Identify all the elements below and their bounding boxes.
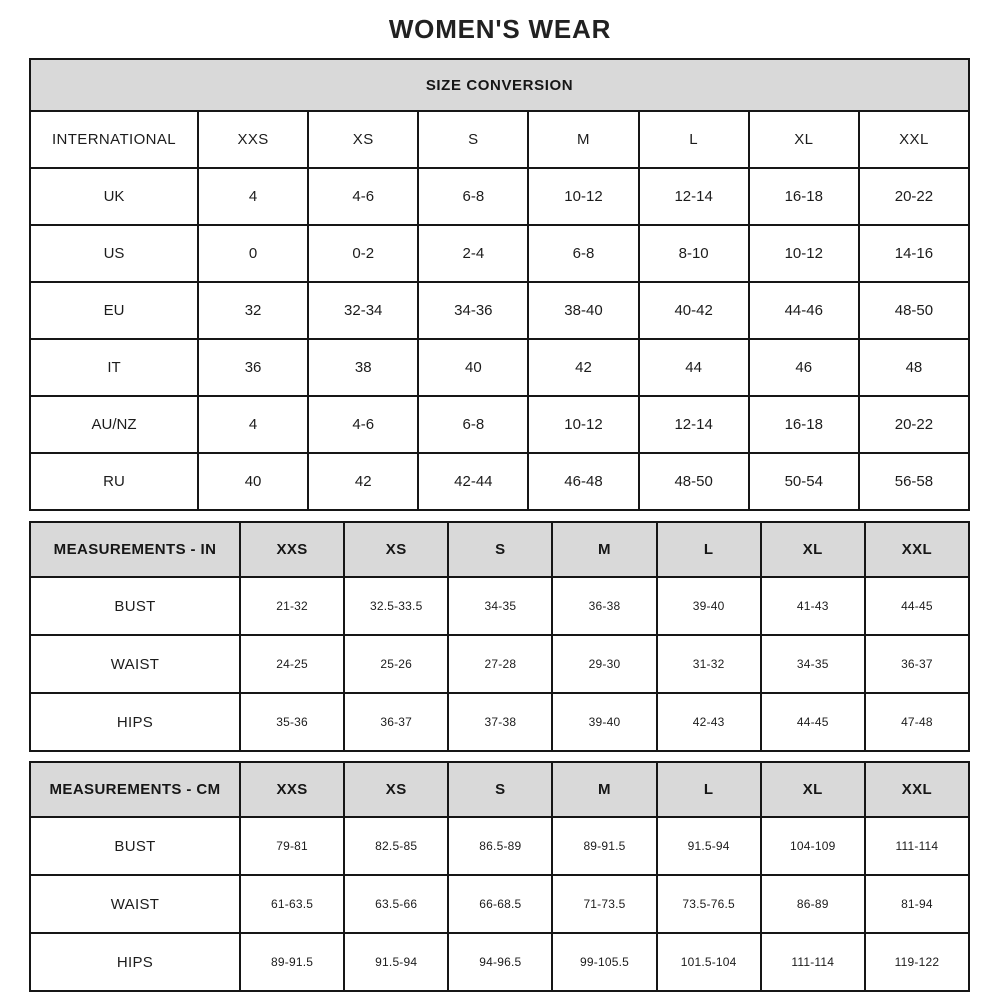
value-cell: 31-32 bbox=[657, 635, 761, 693]
column-header-row bbox=[30, 762, 969, 817]
value-cell: 42-44 bbox=[418, 453, 528, 510]
value-cell: 20-22 bbox=[859, 168, 969, 225]
value-cell: 56-58 bbox=[859, 453, 969, 510]
table-row bbox=[30, 933, 969, 991]
page-title: WOMEN'S WEAR bbox=[388, 14, 612, 44]
value-cell: 104-109 bbox=[761, 817, 865, 875]
value-cell: 25-26 bbox=[344, 635, 448, 693]
value-cell: 71-73.5 bbox=[552, 875, 656, 933]
table-title-cell: MEASUREMENTS - CM bbox=[30, 762, 240, 817]
value-cell: 39-40 bbox=[552, 693, 656, 751]
column-header: S bbox=[448, 522, 552, 577]
row-label: BUST bbox=[30, 577, 240, 635]
column-header: XS bbox=[344, 762, 448, 817]
table-title-cell: MEASUREMENTS - IN bbox=[30, 522, 240, 577]
banner-row bbox=[30, 59, 969, 111]
value-cell: 32 bbox=[198, 282, 308, 339]
value-cell: 119-122 bbox=[865, 933, 969, 991]
value-cell: 94-96.5 bbox=[448, 933, 552, 991]
column-header: S bbox=[418, 111, 528, 168]
value-cell: 44-45 bbox=[865, 577, 969, 635]
measurements-cm-table bbox=[29, 761, 970, 992]
table-banner: SIZE CONVERSION bbox=[30, 59, 969, 111]
value-cell: 86.5-89 bbox=[448, 817, 552, 875]
row-label: HIPS bbox=[30, 933, 240, 991]
row-label: WAIST bbox=[30, 875, 240, 933]
value-cell: 44-46 bbox=[749, 282, 859, 339]
value-cell: 2-4 bbox=[418, 225, 528, 282]
column-header: XXS bbox=[240, 522, 344, 577]
value-cell: 35-36 bbox=[240, 693, 344, 751]
value-cell: 50-54 bbox=[749, 453, 859, 510]
value-cell: 32-34 bbox=[308, 282, 418, 339]
value-cell: 38-40 bbox=[528, 282, 638, 339]
row-label: RU bbox=[30, 453, 198, 510]
value-cell: 0-2 bbox=[308, 225, 418, 282]
value-cell: 0 bbox=[198, 225, 308, 282]
column-header: M bbox=[528, 111, 638, 168]
table-row bbox=[30, 817, 969, 875]
value-cell: 6-8 bbox=[418, 168, 528, 225]
value-cell: 86-89 bbox=[761, 875, 865, 933]
value-cell: 34-36 bbox=[418, 282, 528, 339]
value-cell: 4 bbox=[198, 168, 308, 225]
column-header: M bbox=[552, 522, 656, 577]
table-row bbox=[30, 396, 969, 453]
value-cell: 42 bbox=[308, 453, 418, 510]
value-cell: 6-8 bbox=[418, 396, 528, 453]
value-cell: 40-42 bbox=[639, 282, 749, 339]
table-row bbox=[30, 339, 969, 396]
value-cell: 91.5-94 bbox=[657, 817, 761, 875]
value-cell: 12-14 bbox=[639, 168, 749, 225]
value-cell: 111-114 bbox=[761, 933, 865, 991]
value-cell: 82.5-85 bbox=[344, 817, 448, 875]
column-header: L bbox=[657, 762, 761, 817]
column-header: XXL bbox=[865, 762, 969, 817]
value-cell: 34-35 bbox=[761, 635, 865, 693]
value-cell: 27-28 bbox=[448, 635, 552, 693]
value-cell: 47-48 bbox=[865, 693, 969, 751]
value-cell: 89-91.5 bbox=[552, 817, 656, 875]
value-cell: 36-38 bbox=[552, 577, 656, 635]
column-header: XS bbox=[344, 522, 448, 577]
value-cell: 73.5-76.5 bbox=[657, 875, 761, 933]
size-conversion-table bbox=[29, 58, 970, 511]
value-cell: 21-32 bbox=[240, 577, 344, 635]
value-cell: 34-35 bbox=[448, 577, 552, 635]
value-cell: 36-37 bbox=[865, 635, 969, 693]
value-cell: 81-94 bbox=[865, 875, 969, 933]
table-row bbox=[30, 282, 969, 339]
column-header: S bbox=[448, 762, 552, 817]
column-header: XXS bbox=[198, 111, 308, 168]
value-cell: 29-30 bbox=[552, 635, 656, 693]
row-label: US bbox=[30, 225, 198, 282]
table-row bbox=[30, 168, 969, 225]
value-cell: 16-18 bbox=[749, 168, 859, 225]
column-header: XL bbox=[749, 111, 859, 168]
value-cell: 63.5-66 bbox=[344, 875, 448, 933]
column-header: XXS bbox=[240, 762, 344, 817]
table-row bbox=[30, 693, 969, 751]
value-cell: 14-16 bbox=[859, 225, 969, 282]
value-cell: 79-81 bbox=[240, 817, 344, 875]
value-cell: 89-91.5 bbox=[240, 933, 344, 991]
column-header: XS bbox=[308, 111, 418, 168]
value-cell: 48-50 bbox=[859, 282, 969, 339]
value-cell: 6-8 bbox=[528, 225, 638, 282]
value-cell: 20-22 bbox=[859, 396, 969, 453]
row-label: EU bbox=[30, 282, 198, 339]
value-cell: 4 bbox=[198, 396, 308, 453]
value-cell: 46 bbox=[749, 339, 859, 396]
column-header: L bbox=[639, 111, 749, 168]
row-label: AU/NZ bbox=[30, 396, 198, 453]
value-cell: 40 bbox=[418, 339, 528, 396]
table-row bbox=[30, 875, 969, 933]
value-cell: 38 bbox=[308, 339, 418, 396]
value-cell: 4-6 bbox=[308, 168, 418, 225]
column-header: M bbox=[552, 762, 656, 817]
row-label: BUST bbox=[30, 817, 240, 875]
value-cell: 37-38 bbox=[448, 693, 552, 751]
value-cell: 66-68.5 bbox=[448, 875, 552, 933]
value-cell: 16-18 bbox=[749, 396, 859, 453]
value-cell: 44-45 bbox=[761, 693, 865, 751]
column-header: XXL bbox=[859, 111, 969, 168]
value-cell: 12-14 bbox=[639, 396, 749, 453]
value-cell: 91.5-94 bbox=[344, 933, 448, 991]
value-cell: 10-12 bbox=[528, 396, 638, 453]
tables-area bbox=[0, 45, 1000, 992]
value-cell: 40 bbox=[198, 453, 308, 510]
row-label: IT bbox=[30, 339, 198, 396]
value-cell: 101.5-104 bbox=[657, 933, 761, 991]
table-row bbox=[30, 225, 969, 282]
value-cell: 42-43 bbox=[657, 693, 761, 751]
column-header: L bbox=[657, 522, 761, 577]
column-header: XXL bbox=[865, 522, 969, 577]
value-cell: 46-48 bbox=[528, 453, 638, 510]
column-header: XL bbox=[761, 522, 865, 577]
value-cell: 48 bbox=[859, 339, 969, 396]
value-cell: 32.5-33.5 bbox=[344, 577, 448, 635]
value-cell: 36-37 bbox=[344, 693, 448, 751]
value-cell: 10-12 bbox=[749, 225, 859, 282]
value-cell: 99-105.5 bbox=[552, 933, 656, 991]
value-cell: 4-6 bbox=[308, 396, 418, 453]
value-cell: 48-50 bbox=[639, 453, 749, 510]
table-row bbox=[30, 577, 969, 635]
column-header: XL bbox=[761, 762, 865, 817]
row-label: WAIST bbox=[30, 635, 240, 693]
column-header-row bbox=[30, 522, 969, 577]
row-label: HIPS bbox=[30, 693, 240, 751]
table-row bbox=[30, 635, 969, 693]
column-header-row bbox=[30, 111, 969, 168]
value-cell: 44 bbox=[639, 339, 749, 396]
value-cell: 24-25 bbox=[240, 635, 344, 693]
value-cell: 61-63.5 bbox=[240, 875, 344, 933]
value-cell: 10-12 bbox=[528, 168, 638, 225]
value-cell: 42 bbox=[528, 339, 638, 396]
value-cell: 111-114 bbox=[865, 817, 969, 875]
value-cell: 8-10 bbox=[639, 225, 749, 282]
measurements-in-table bbox=[29, 521, 970, 752]
table-title-cell: INTERNATIONAL bbox=[30, 111, 198, 168]
value-cell: 41-43 bbox=[761, 577, 865, 635]
row-label: UK bbox=[30, 168, 198, 225]
value-cell: 36 bbox=[198, 339, 308, 396]
value-cell: 39-40 bbox=[657, 577, 761, 635]
table-row bbox=[30, 453, 969, 510]
